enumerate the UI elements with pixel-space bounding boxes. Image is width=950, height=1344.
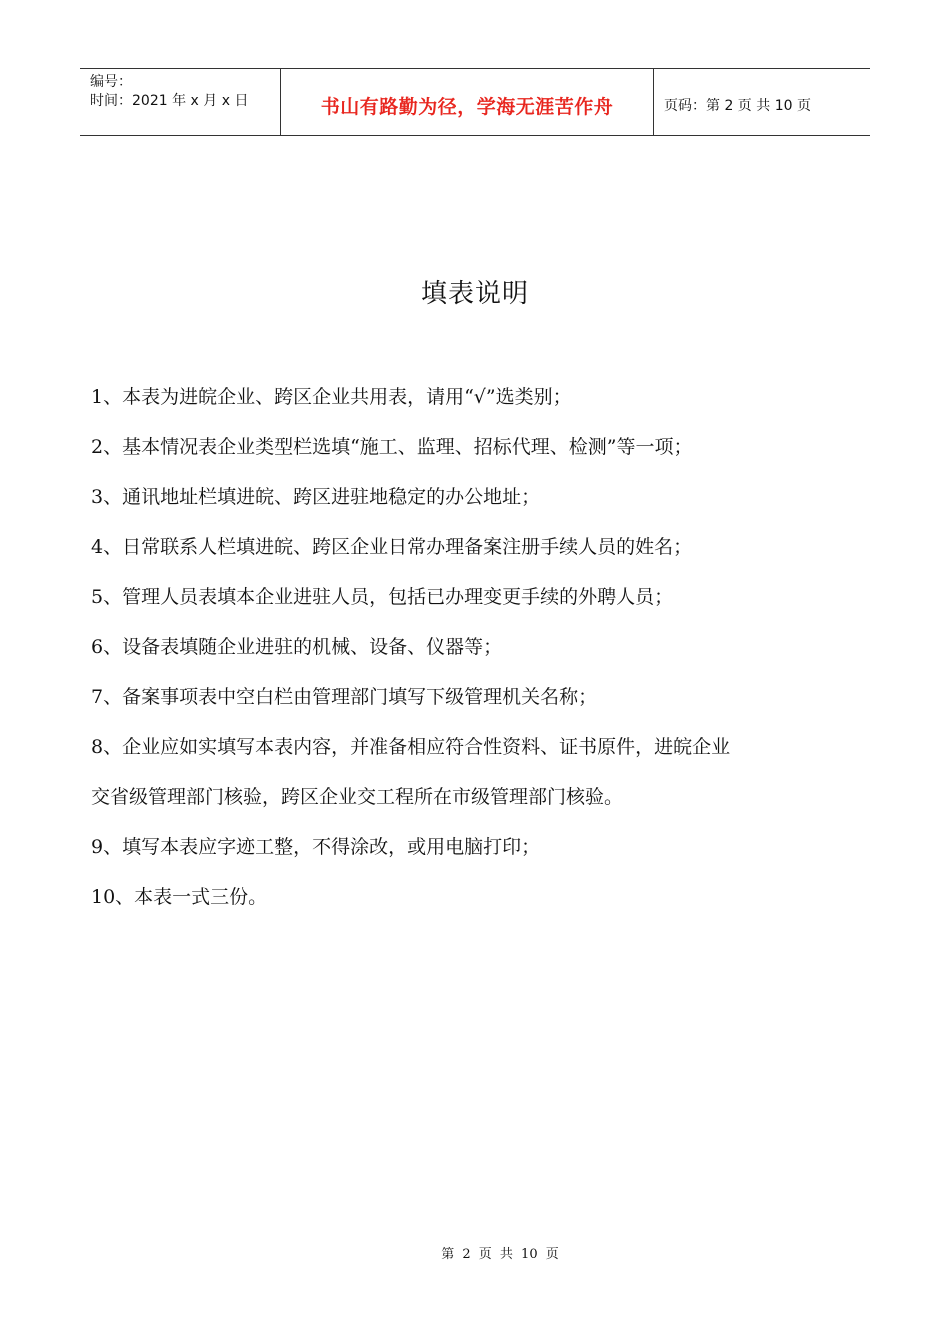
header-number-label: 编号： — [90, 74, 132, 90]
instruction-item: 8、企业应如实填写本表内容，并准备相应符合性资料、证书原件，进皖企业 — [91, 736, 731, 758]
header-page-info: 页码：第 2 页 共 10 页 — [664, 98, 811, 114]
instruction-item: 4、日常联系人栏填进皖、跨区企业日常办理备案注册手续人员的姓名； — [91, 536, 693, 558]
document-title: 填表说明 — [420, 279, 529, 309]
header-time-label: 时间：2021 年 x 月 x 日 — [90, 93, 249, 109]
header-meta — [80, 69, 281, 135]
instruction-item: 2、基本情况表企业类型栏选填“施工、监理、招标代理、检测”等一项； — [91, 436, 693, 458]
page-footer: 第 2 页 共 10 页 — [441, 1247, 559, 1262]
header-motto: 书山有路勤为径，学海无涯苦作舟 — [281, 69, 654, 135]
instruction-item: 5、管理人员表填本企业进驻人员，包括已办理变更手续的外聘人员； — [91, 586, 674, 608]
page-header — [80, 68, 870, 136]
instruction-item: 10、本表一式三份。 — [91, 886, 268, 908]
instruction-item: 1、本表为进皖企业、跨区企业共用表，请用“√”选类别； — [91, 386, 572, 408]
instruction-item: 3、通讯地址栏填进皖、跨区进驻地稳定的办公地址； — [91, 486, 541, 508]
instruction-item: 9、填写本表应字迹工整，不得涂改，或用电脑打印； — [91, 836, 541, 858]
instruction-item-continued: 交省级管理部门核验，跨区企业交工程所在市级管理部门核验。 — [91, 786, 624, 808]
instructions-list — [91, 372, 866, 922]
instruction-item: 7、备案事项表中空白栏由管理部门填写下级管理机关名称； — [91, 686, 598, 708]
instruction-item: 6、设备表填随企业进驻的机械、设备、仪器等； — [91, 636, 503, 658]
